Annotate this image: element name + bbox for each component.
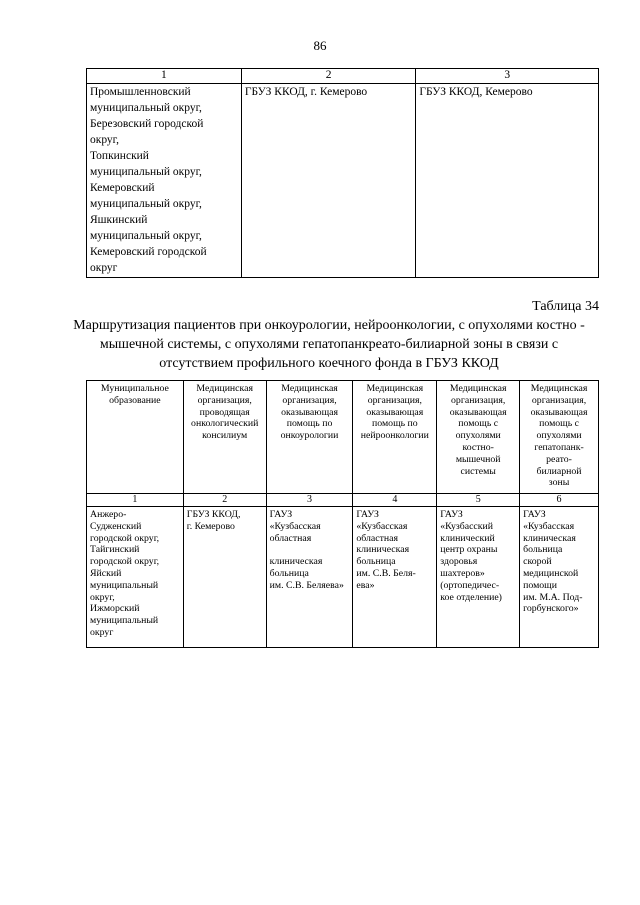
column-number: 1 (87, 494, 184, 507)
column-number: 3 (266, 494, 353, 507)
table-label: Таблица 34 (532, 299, 599, 314)
table-row (87, 84, 599, 278)
column-number: 1 (87, 69, 242, 84)
page-number: 86 (313, 38, 327, 53)
header-oncourology: Медицинская организация, оказывающая помощь по онкоурологии (266, 381, 353, 494)
header-consilium-organization: Медицинская организация, проводящая онкологический консилиум (183, 381, 266, 494)
header-municipality: Муниципальное образование (87, 381, 184, 494)
table-title: Маршрутизация пациентов при онкоурологии, нейроонкологии, с опухолями костно - мышечной системы, с опухолями гепатопанкреато-билиарной зоны в связи с отсутствием профильного коечного фонда в ГБУЗ ККОД (73, 318, 585, 371)
consilium-organization-cell: ГБУЗ ККОД, г. Кемерово (183, 507, 266, 648)
header-neurooncology: Медицинская организация, оказывающая помощь по нейроонкологии (353, 381, 437, 494)
column-number: 4 (353, 494, 437, 507)
column-number: 3 (416, 69, 599, 84)
municipality-cell: Анжеро- Судженский городской округ, Тайгинский городской округ, Яйский муниципальный округ, Ижморский муниципальный округ (87, 507, 184, 648)
column-number: 5 (437, 494, 520, 507)
oncourology-organization-cell: ГАУЗ «Кузбасская областная клиническая больница им. С.В. Беляева» (266, 507, 353, 648)
header-musculoskeletal: Медицинская организация, оказывающая помощь с опухолями костно- мышечной системы (437, 381, 520, 494)
neurooncology-organization-cell: ГАУЗ «Кузбасская областная клиническая больница им. С.В. Беля- ева» (353, 507, 437, 648)
musculoskeletal-organization-cell: ГАУЗ «Кузбасский клинический центр охраны здоровья шахтеров» (ортопедичес- кое отделение) (437, 507, 520, 648)
municipality-cell: Промышленновский муниципальный округ, Березовский городской округ, Топкинский муниципальный округ, Кемеровский муниципальный округ, Яшкинский муниципальный округ, Кемеровский городской округ (87, 84, 242, 278)
hepatopancreatobiliary-organization-cell: ГАУЗ «Кузбасская клиническая больница скорой медицинской помощи им. М.А. Под- горбунского» (520, 507, 599, 648)
treating-organization-cell: ГБУЗ ККОД, Кемерово (416, 84, 599, 278)
column-number: 6 (520, 494, 599, 507)
table-header-row (87, 381, 599, 494)
routing-table-continued (86, 68, 599, 278)
table-row (87, 507, 599, 648)
column-number: 2 (241, 69, 416, 84)
column-number: 2 (183, 494, 266, 507)
table-header-row (87, 69, 599, 84)
header-hepatopancreatobiliary: Медицинская организация, оказывающая помощь с опухолями гепатопанк- реато- билиарной зоны (520, 381, 599, 494)
column-number-row (87, 494, 599, 507)
routing-table-34 (86, 380, 599, 648)
consilium-organization-cell: ГБУЗ ККОД, г. Кемерово (241, 84, 416, 278)
